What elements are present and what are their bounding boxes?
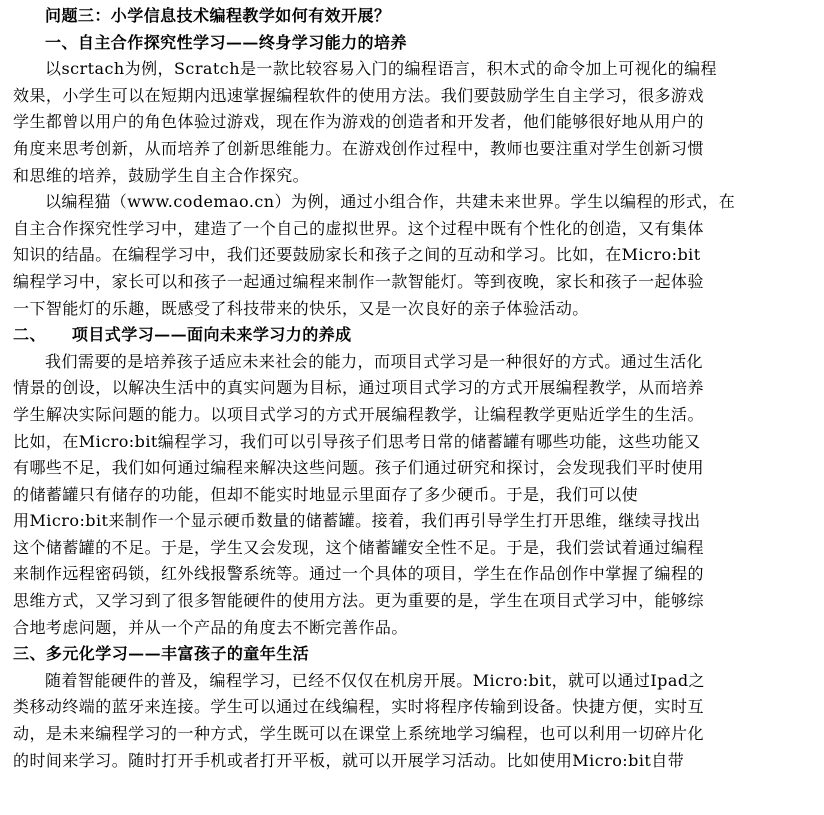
paragraph-line: 以编程猫（www.codemao.cn）为例，通过小组合作，共建未来世界。学生以编程的形式，在 <box>45 192 736 212</box>
paragraph-line: 自主合作探究性学习中，建造了一个自己的虚拟世界。这个过程中既有个性化的创造，又有集体 <box>13 218 704 238</box>
paragraph-line: 合地考虑问题，并从一个产品的角度去不断完善作品。 <box>13 617 408 637</box>
paragraph-line: 以scrtach为例，Scratch是一款比较容易入门的编程语言，积木式的命令加上可视化的编程 <box>45 59 718 79</box>
question-title: 问题三：小学信息技术编程教学如何有效开展？ <box>45 6 391 25</box>
paragraph-line: 用Micro:bit来制作一个显示硬币数量的储蓄罐。接着，我们再引导学生打开思维，继续寻找出 <box>13 511 701 531</box>
paragraph-line: 和思维的培养，鼓励学生自主合作探究。 <box>13 165 310 185</box>
paragraph-line: 我们需要的是培养孩子适应未来社会的能力，而项目式学习是一种很好的方式。通过生活化 <box>45 351 704 371</box>
paragraph-line: 有哪些不足，我们如何通过编程来解决这些问题。孩子们通过研究和探讨，会发现我们平时使用 <box>13 458 704 478</box>
section2-heading-number: 二、 <box>13 325 46 345</box>
paragraph-line: 学生都曾以用户的角色体验过游戏，现在作为游戏的创造者和开发者，他们能够很好地从用户的 <box>13 112 704 132</box>
paragraph-line: 这个储蓄罐的不足。于是，学生又会发现，这个储蓄罐安全性不足。于是，我们尝试着通过编程 <box>13 537 704 557</box>
section3-heading: 三、多元化学习——丰富孩子的童年生活 <box>13 644 310 664</box>
paragraph-line: 类移动终端的蓝牙来连接。学生可以通过在线编程，实时将程序传输到设备。快捷方便，实时互 <box>13 697 704 717</box>
paragraph-line: 思维方式，又学习到了很多智能硬件的使用方法。更为重要的是，学生在项目式学习中，能够综 <box>13 591 704 611</box>
paragraph-line: 随着智能硬件的普及，编程学习，已经不仅仅在机房开展。Micro:bit，就可以通过Ipad之 <box>45 670 705 690</box>
section2-heading-text: 项目式学习——面向未来学习力的养成 <box>71 325 352 345</box>
paragraph-line: 知识的结晶。在编程学习中，我们还要鼓励家长和孩子之间的互动和学习。比如，在Micro:bit <box>13 245 701 265</box>
section3-paragraph1 <box>13 668 811 774</box>
paragraph-line: 角度来思考创新，从而培养了创新思维能力。在游戏创作过程中，教师也要注重对学生创新习惯 <box>13 138 704 158</box>
paragraph-line: 情景的创设，以解决生活中的真实问题为目标，通过项目式学习的方式开展编程教学，从而培养 <box>13 378 704 398</box>
section1-heading: 一、自主合作探究性学习——终身学习能力的培养 <box>45 32 407 52</box>
section1-paragraph1 <box>13 56 811 189</box>
paragraph-line: 动，是未来编程学习的一种方式，学生既可以在课堂上系统地学习编程，也可以利用一切碎片化 <box>13 724 704 744</box>
paragraph-line: 编程学习中，家长可以和孩子一起通过编程来制作一款智能灯。等到夜晚，家长和孩子一起体验 <box>13 271 704 291</box>
section2-heading <box>13 322 811 349</box>
document-page <box>13 3 811 774</box>
paragraph-line: 来制作远程密码锁，红外线报警系统等。通过一个具体的项目，学生在作品创作中掌握了编程的 <box>13 564 704 584</box>
paragraph-line: 一下智能灯的乐趣，既感受了科技带来的快乐，又是一次良好的亲子体验活动。 <box>13 298 589 318</box>
section2-paragraph1 <box>13 349 811 642</box>
section1-paragraph2 <box>13 189 811 322</box>
paragraph-line: 学生解决实际问题的能力。以项目式学习的方式开展编程教学，让编程教学更贴近学生的生活。 <box>13 404 704 424</box>
paragraph-line: 的储蓄罐只有储存的功能，但却不能实时地显示里面存了多少硬币。于是，我们可以使 <box>13 484 639 504</box>
paragraph-line: 效果，小学生可以在短期内迅速掌握编程软件的使用方法。我们要鼓励学生自主学习，很多游戏 <box>13 85 704 105</box>
paragraph-line: 的时间来学习。随时打开手机或者打开平板，就可以开展学习活动。比如使用Micro:bit自带 <box>13 750 685 770</box>
paragraph-line: 比如，在Micro:bit编程学习，我们可以引导孩子们思考日常的储蓄罐有哪些功能，这些功能又 <box>13 431 701 451</box>
